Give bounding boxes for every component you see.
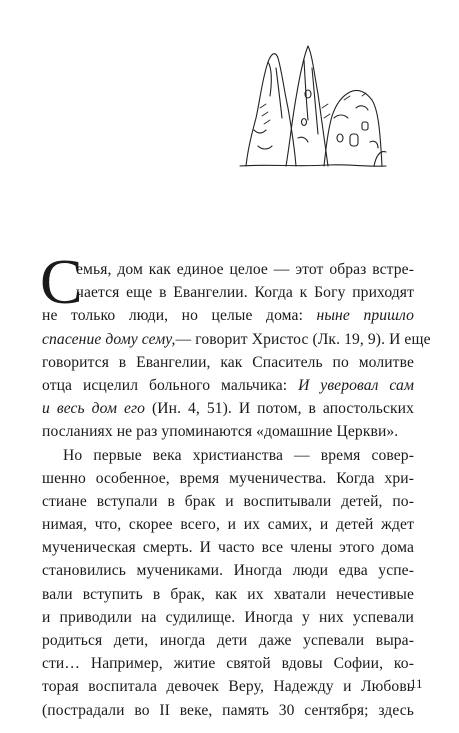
italic-quote: спасение дому сему, bbox=[42, 330, 176, 348]
text-line: стиане вступали в брак и воспитывали детей, по- bbox=[42, 492, 414, 510]
text-segment: чается еще в Евангелии. Когда к Богу приходят bbox=[76, 284, 414, 302]
text-line: нимая, что, скорее всего, и их самих, и детей ждет bbox=[42, 516, 414, 534]
page-number: 11 bbox=[410, 676, 423, 691]
text-line bbox=[42, 374, 414, 397]
text-line bbox=[42, 420, 414, 443]
text-segment: (Ин. 4, 51). И потом, в апостольских bbox=[145, 400, 414, 418]
text-line: и приводили на судилище. Иногда у них успевали bbox=[42, 608, 414, 626]
italic-quote: ныне пришло bbox=[316, 307, 414, 325]
text-line: вали вступить в брак, как их хватали нечестивые bbox=[42, 585, 414, 603]
text-line bbox=[42, 397, 414, 420]
paragraph-2 bbox=[42, 444, 414, 722]
italic-quote: и весь дом его bbox=[42, 400, 146, 418]
text-line bbox=[42, 328, 431, 351]
text-line: сти… Например, житие святой вдовы Софии, ко- bbox=[42, 655, 414, 673]
italic-quote: И уверовал сам bbox=[298, 376, 414, 394]
text-line: родиться дети, иногда дети даже успевали выра- bbox=[42, 632, 414, 649]
text-segment: посланиях не раз упоминаются «домашние Церкви». bbox=[42, 423, 399, 441]
cave-houses-illustration bbox=[238, 38, 388, 170]
drop-cap: С bbox=[40, 246, 83, 317]
text-segment: отца исцелил больного мальчика: bbox=[42, 376, 299, 394]
text-line: Но первые века христианства — время совер- bbox=[63, 446, 414, 464]
text-line bbox=[42, 281, 414, 304]
text-line bbox=[42, 258, 414, 281]
text-segment: емья, дом как единое целое — этот образ встре- bbox=[76, 261, 414, 278]
text-line bbox=[42, 304, 414, 327]
text-line: мученическая смерть. И часто все члены этого дома bbox=[42, 539, 414, 557]
text-segment: — говорит Христос (Лк. 19, 9). И еще bbox=[175, 330, 431, 348]
text-line: становились мучениками. Иногда люди едва успе- bbox=[42, 562, 414, 580]
paragraph-1 bbox=[40, 246, 431, 444]
text-segment: не только люди, но целые дома: bbox=[42, 307, 317, 325]
text-line: (пострадали во II веке, память 30 сентября; здесь bbox=[42, 701, 414, 719]
text-line bbox=[42, 351, 414, 374]
text-line: шенно особенное, время мученичества. Когда хри- bbox=[42, 469, 414, 487]
text-line: торая воспитала девочек Веру, Надежду и Любовь bbox=[42, 678, 414, 696]
text-segment: говорится в Евангелии, как Спаситель по молитве bbox=[42, 353, 414, 371]
